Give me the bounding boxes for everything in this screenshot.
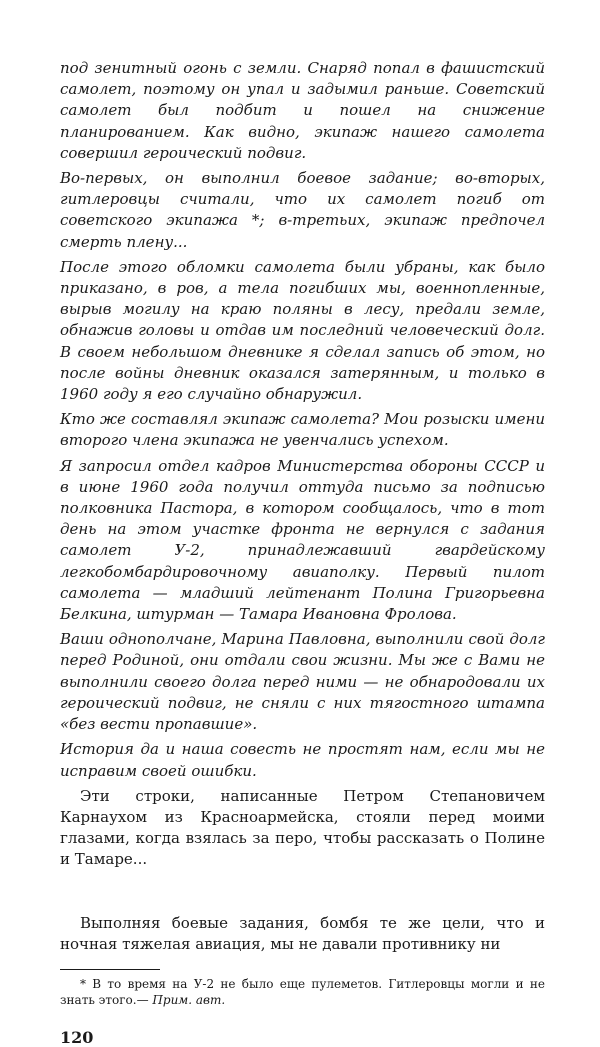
book-page (60, 58, 545, 1047)
footnote (60, 976, 545, 1008)
letter-paragraph: Кто же составлял экипаж самолета? Мои розыски имени второго члена экипажа не увенчались успехом. (60, 410, 545, 450)
footnote-attribution: Прим. авт. (152, 992, 226, 1007)
page-number: 120 (60, 1027, 94, 1047)
letter-paragraph: Во-первых, он выполнил боевое задание; во-вторых, гитлеровцы считали, что их самолет погиб от советского экипажа *; в-третьих, экипаж предпочел смерть плену... (60, 169, 545, 251)
section-break (60, 871, 545, 913)
quoted-letter (60, 58, 545, 782)
footnote-divider (60, 969, 160, 970)
letter-paragraph: Я запросил отдел кадров Министерства обороны СССР и в июне 1960 года получил оттуда письмо за подписью полковника Пастора, в котором сообщалось, что в тот день на этом участке фронта не вернулся с задания самолет У-2, принадлежавший гвардейскому легкобомбардировочному авиаполку. Первый пилот самолета — младший лейтенант Полина Григорьевна Белкина, штурман — Тамара Ивановна Фролова. (60, 456, 545, 624)
footnote-text: * В то время на У-2 не было еще пулеметов. Гитлеровцы могли и не знать этого.— (60, 976, 545, 1007)
letter-paragraph: Ваши однополчане, Марина Павловна, выполнили свой долг перед Родиной, они отдали свои жизни. Мы же с Вами не выполнили своего долга перед ними — не обнародовали их героический подвиг, не сняли с них тягостного штампа «без вести пропавшие». (60, 630, 545, 734)
narration-paragraph: Эти строки, написанные Петром Степановичем Карнаухом из Красноармейска, стояли перед моими глазами, когда взялась за перо, чтобы рассказать о Полине и Тамаре... (60, 786, 545, 869)
letter-paragraph: История да и наша совесть не простят нам, если мы не исправим своей ошибки. (60, 740, 545, 780)
narration-paragraph: Выполняя боевые задания, бомбя те же цели, что и ночная тяжелая авиация, мы не давали противнику ни (60, 913, 545, 953)
letter-paragraph: под зенитный огонь с земли. Снаряд попал в фашистский самолет, поэтому он упал и задымил раньше. Советский самолет был подбит и пошел на снижение планированием. Как видно, экипаж нашего самолета совершил героический подвиг. (60, 59, 545, 162)
letter-paragraph: После этого обломки самолета были убраны, как было приказано, в ров, а тела погибших мы, военнопленные, вырыв могилу на краю поляны в лесу, предали земле, обнажив головы и отдав им последний человеческий долг. В своем небольшом дневнике я сделал запись об этом, но после войны дневник оказался затерянным, и только в 1960 году я его случайно обнаружил. (60, 257, 545, 404)
